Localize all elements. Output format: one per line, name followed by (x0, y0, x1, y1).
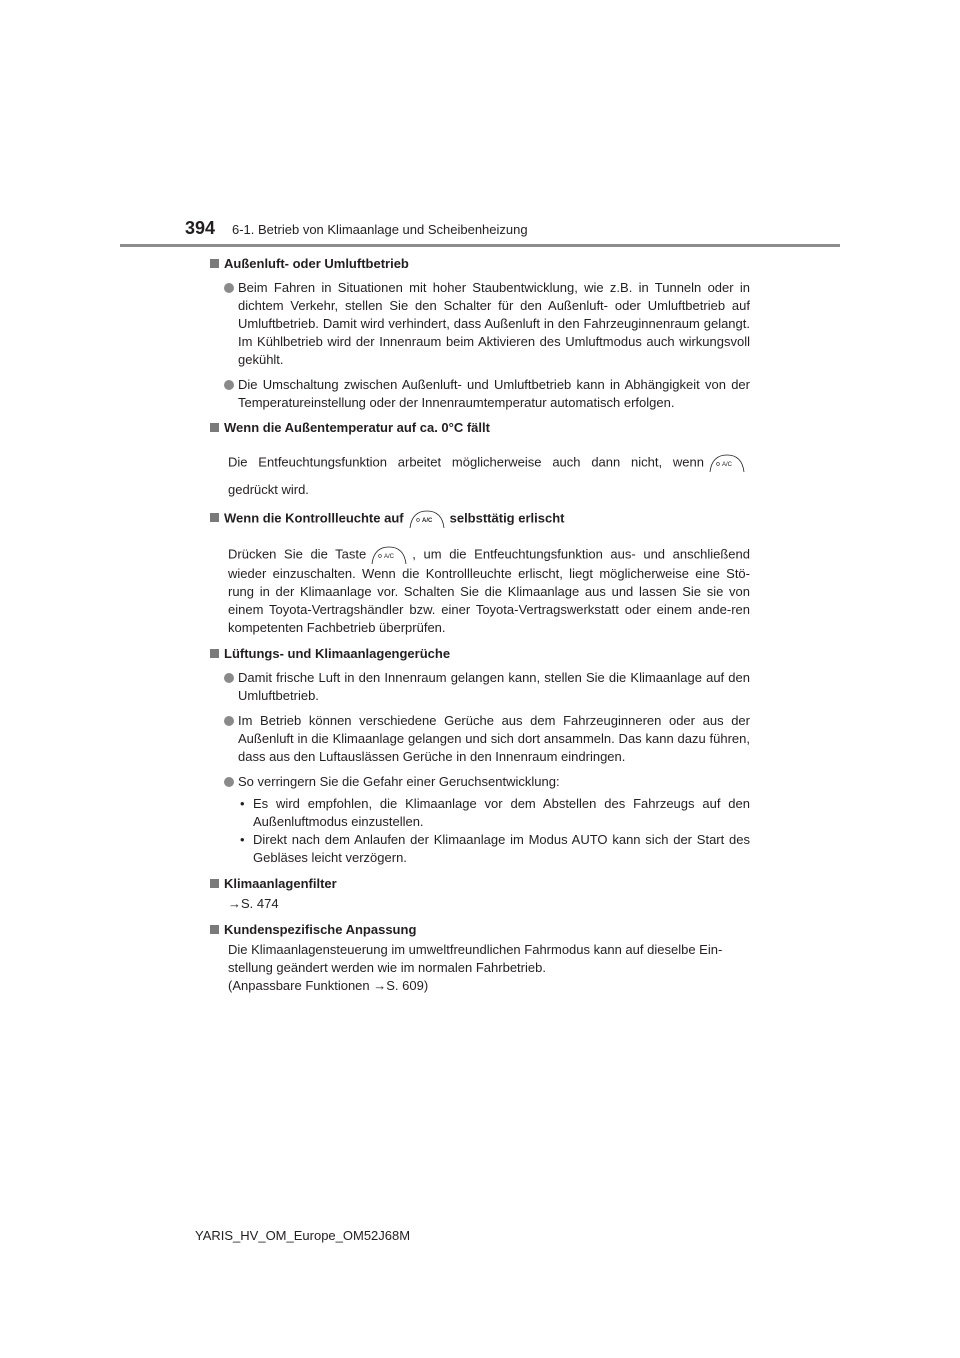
section-heading: Wenn die Außentemperatur auf ca. 0°C fällt (210, 419, 750, 437)
ac-button-icon (708, 453, 746, 473)
square-bullet-icon (210, 649, 219, 658)
paragraph: (Anpassbare Funktionen →S. 609) (228, 978, 429, 993)
bullet-item: Im Betrieb können verschiedene Gerüche aus dem Fahrzeuginneren oder aus der Außenluft in die Klimaanlage gelangen und sich dort ansammeln. Das kann dazu führen, dass aus den Luftauslässen Gerüche in den Innenraum eindringen. (210, 712, 750, 766)
bullet-item: Die Umschaltung zwischen Außenluft- und Umluftbetrieb kann in Abhängigkeit von der Temperatureinstellung oder der Innenraumtemperatur automatisch erfolgen. (210, 376, 750, 412)
section-heading: Kundenspezifische Anpassung (210, 921, 750, 939)
bullet-item: So verringern Sie die Gefahr einer Geruchsentwicklung: (210, 773, 750, 791)
paragraph: Die Klimaanlagensteuerung im umweltfreundlichen Fahrmodus kann auf dieselbe Ein-stellung geändert werden wie im normalen Fahrbetrieb. (228, 942, 723, 975)
svg-text:A/C: A/C (421, 518, 432, 524)
sub-list-item: • Es wird empfohlen, die Klimaanlage vor dem Abstellen des Fahrzeugs auf den Außenluftmodus einzustellen. (240, 796, 750, 829)
square-bullet-icon (210, 879, 219, 888)
document-code: YARIS_HV_OM_Europe_OM52J68M (195, 1228, 411, 1243)
round-bullet-icon (224, 283, 234, 293)
bullet-item: Beim Fahren in Situationen mit hoher Staubentwicklung, wie z.B. in Tunneln oder in dichtem Verkehr, stellen Sie den Schalter für den Außenluft- oder Umluftbetrieb auf Umluftbetrieb. Damit wird verhindert, dass Außenluft in den Fahrzeuginnenraum gelangt. Im Kühlbetrieb wird der Innenraum beim Aktivieren des Umluftmodus auch wirkungsvoll gekühlt. (210, 279, 750, 369)
square-bullet-icon (210, 423, 219, 432)
square-bullet-icon (210, 259, 219, 268)
round-bullet-icon (224, 777, 234, 787)
paragraph: gedrückt wird. (228, 482, 309, 497)
section-heading: Außenluft- oder Umluftbetrieb (210, 255, 750, 273)
round-bullet-icon (224, 673, 234, 683)
cross-reference: →S. 474 (228, 896, 279, 911)
ac-button-icon (370, 545, 408, 565)
page-number: 394 (185, 218, 216, 238)
section-heading: Wenn die Kontrollleuchte auf A/C selbsttätig erlischt (210, 509, 750, 529)
paragraph: Drücken Sie die Taste A/C , um die Entfeuchtungsfunktion aus- und anschließend wieder einzuschalten. Wenn die Kontrollleuchte erlischt, liegt möglicherweise eine Stö-rung in der Klimaanlage vor. Schalten Sie die Klimaanlage aus und lassen Sie sie von einem Toyota-Vertragshändler bzw. einer Toyota-Vertragswerkstatt oder einem ande-ren kompetenten Fachbetrieb überprüfen. (228, 546, 750, 635)
round-bullet-icon (224, 380, 234, 390)
section-heading: Klimaanlagenfilter (210, 875, 750, 893)
chapter-title: 6-1. Betrieb von Klimaanlage und Scheibenheizung (232, 222, 528, 237)
bullet-item: Damit frische Luft in den Innenraum gelangen kann, stellen Sie die Klimaanlage auf den Umluftbetrieb. (210, 669, 750, 705)
header-rule (120, 244, 840, 247)
svg-text:A/C: A/C (384, 554, 395, 560)
svg-text:A/C: A/C (722, 462, 733, 468)
round-bullet-icon (224, 716, 234, 726)
square-bullet-icon (210, 925, 219, 934)
page-content (210, 255, 750, 1003)
section-heading: Lüftungs- und Klimaanlagengerüche (210, 645, 750, 663)
square-bullet-icon (210, 513, 219, 522)
ac-button-icon (408, 509, 446, 529)
sub-list-item: • Direkt nach dem Anlaufen der Klimaanlage im Modus AUTO kann sich der Start des Gebläses leicht verzögern. (240, 832, 750, 865)
paragraph: Die Entfeuchtungsfunktion arbeitet möglicherweise auch dann nicht, wenn A/C (210, 453, 750, 473)
